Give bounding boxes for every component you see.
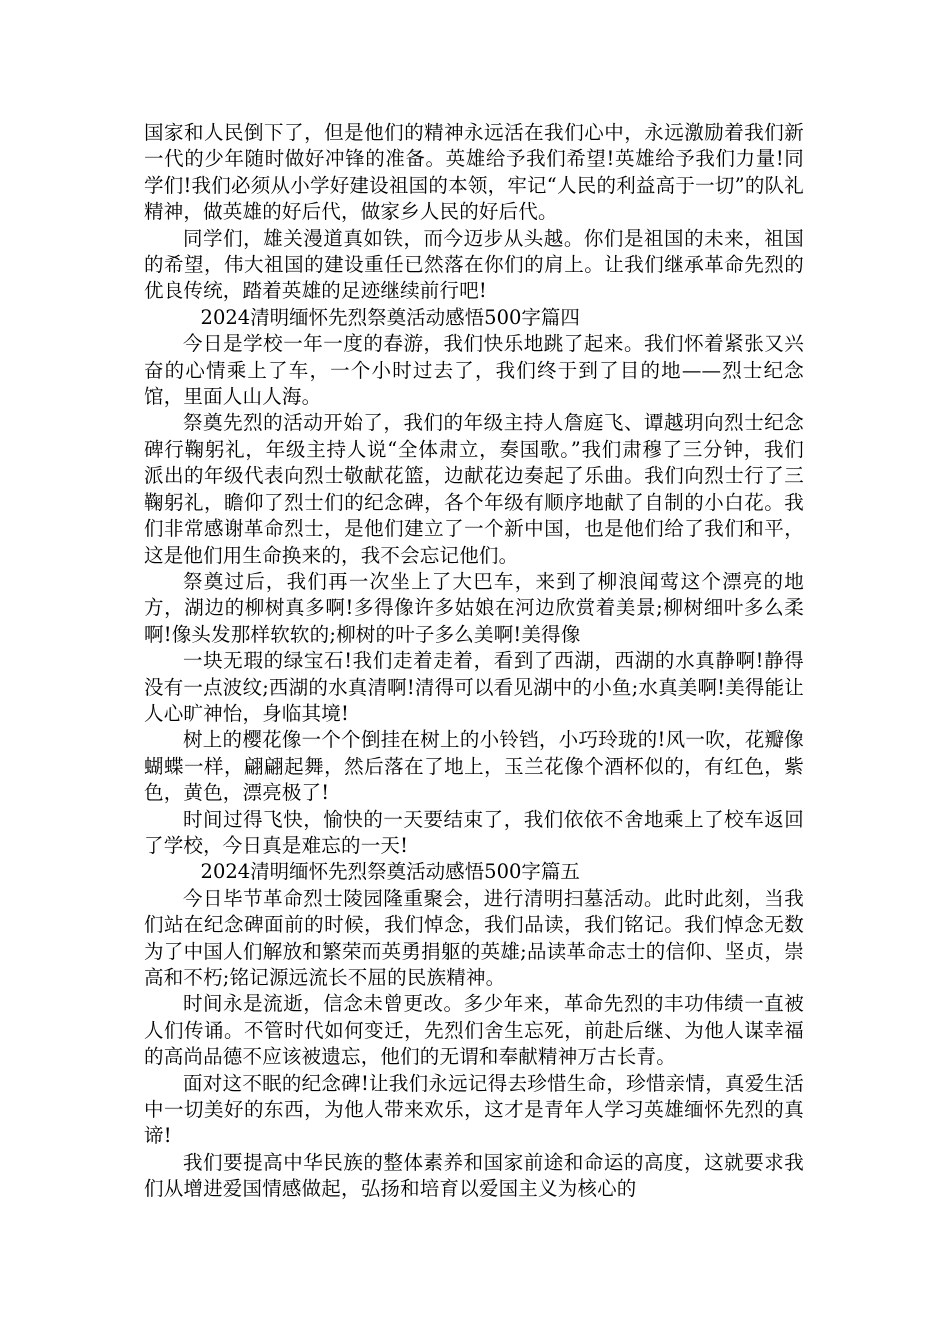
paragraph-3: 今日是学校一年一度的春游，我们快乐地跳了起来。我们怀着紧张又兴奋的心情乘上了车，一个小时过去了，我们终于到了目的地——烈士纪念馆，里面人山人海。 <box>144 332 804 409</box>
section-heading-5: 2024清明缅怀先烈祭奠活动感悟500字篇五 <box>200 860 580 884</box>
section-heading-4: 2024清明缅怀先烈祭奠活动感悟500字篇四 <box>200 305 580 329</box>
paragraph-2: 同学们，雄关漫道真如铁，而今迈步从头越。你们是祖国的未来，祖国的希望，伟大祖国的建设重任已然落在你们的肩上。让我们继承革命先烈的优良传统，踏着英雄的足迹继续前行吧! <box>144 226 804 303</box>
paragraph-11: 面对这不眠的纪念碑!让我们永远记得去珍惜生命，珍惜亲情，真爱生活中一切美好的东西，为他人带来欢乐，这才是青年人学习英雄缅怀先烈的真谛! <box>144 1071 804 1148</box>
paragraph-6: 一块无瑕的绿宝石!我们走着走着，看到了西湖，西湖的水真静啊!静得没有一点波纹;西湖的水真清啊!清得可以看见湖中的小鱼;水真美啊!美得能让人心旷神怡，身临其境! <box>144 649 805 725</box>
paragraph-1: 国家和人民倒下了，但是他们的精神永远活在我们心中，永远激励着我们新一代的少年随时做好冲锋的准备。英雄给予我们希望!英雄给予我们力量!同学们!我们必须从小学好建设祖国的本领，牢记“人民的利益高于一切”的队礼精神，做英雄的好后代，做家乡人民的好后代。 <box>144 121 804 224</box>
paragraph-7: 树上的樱花像一个个倒挂在树上的小铃铛，小巧玲珑的!风一吹，花瓣像蝴蝶一样，翩翩起舞，然后落在了地上，玉兰花像个酒杯似的，有红色，紫色，黄色，漂亮极了! <box>144 728 804 805</box>
paragraph-4: 祭奠先烈的活动开始了，我们的年级主持人詹庭飞、谭越玥向烈士纪念碑行鞠躬礼，年级主持人说“全体肃立，奏国歌。”我们肃穆了三分钟，我们派出的年级代表向烈士敬献花篮，边献花边奏起了乐曲。我们向烈士行了三鞠躬礼，瞻仰了烈士们的纪念碑，各个年级有顺序地献了自制的小白花。我们非常感谢革命烈士，是他们建立了一个新中国，也是他们给了我们和平，这是他们用生命换来的，我不会忘记他们。 <box>144 411 804 567</box>
paragraph-8: 时间过得飞快，愉快的一天要结束了，我们依依不舍地乘上了校车返回了学校，今日真是难忘的一天! <box>144 807 804 857</box>
paragraph-12: 我们要提高中华民族的整体素养和国家前途和命运的高度，这就要求我们从增进爱国情感做起，弘扬和培育以爱国主义为核心的 <box>144 1150 804 1201</box>
paragraph-5: 祭奠过后，我们再一次坐上了大巴车，来到了柳浪闻莺这个漂亮的地方，湖边的柳树真多啊!多得像许多姑娘在河边欣赏着美景;柳树细叶多么柔啊!像头发那样软软的;柳树的叶子多么美啊!美得像 <box>144 569 804 646</box>
paragraph-10: 时间永是流逝，信念未曾更改。多少年来，革命先烈的丰功伟绩一直被人们传诵。不管时代如何变迁，先烈们舍生忘死，前赴后继、为他人谋幸福的高尚品德不应该被遗忘，他们的无谓和奉献精神万古长青。 <box>144 992 804 1069</box>
document-page <box>144 120 804 1320</box>
paragraph-9: 今日毕节革命烈士陵园隆重聚会，进行清明扫墓活动。此时此刻，当我们站在纪念碑面前的时候，我们悼念，我们品读，我们铭记。我们悼念无数为了中国人们解放和繁荣而英勇捐躯的英雄;品读革命志士的信仰、坚贞，崇高和不朽;铭记源远流长不屈的民族精神。 <box>144 886 804 989</box>
